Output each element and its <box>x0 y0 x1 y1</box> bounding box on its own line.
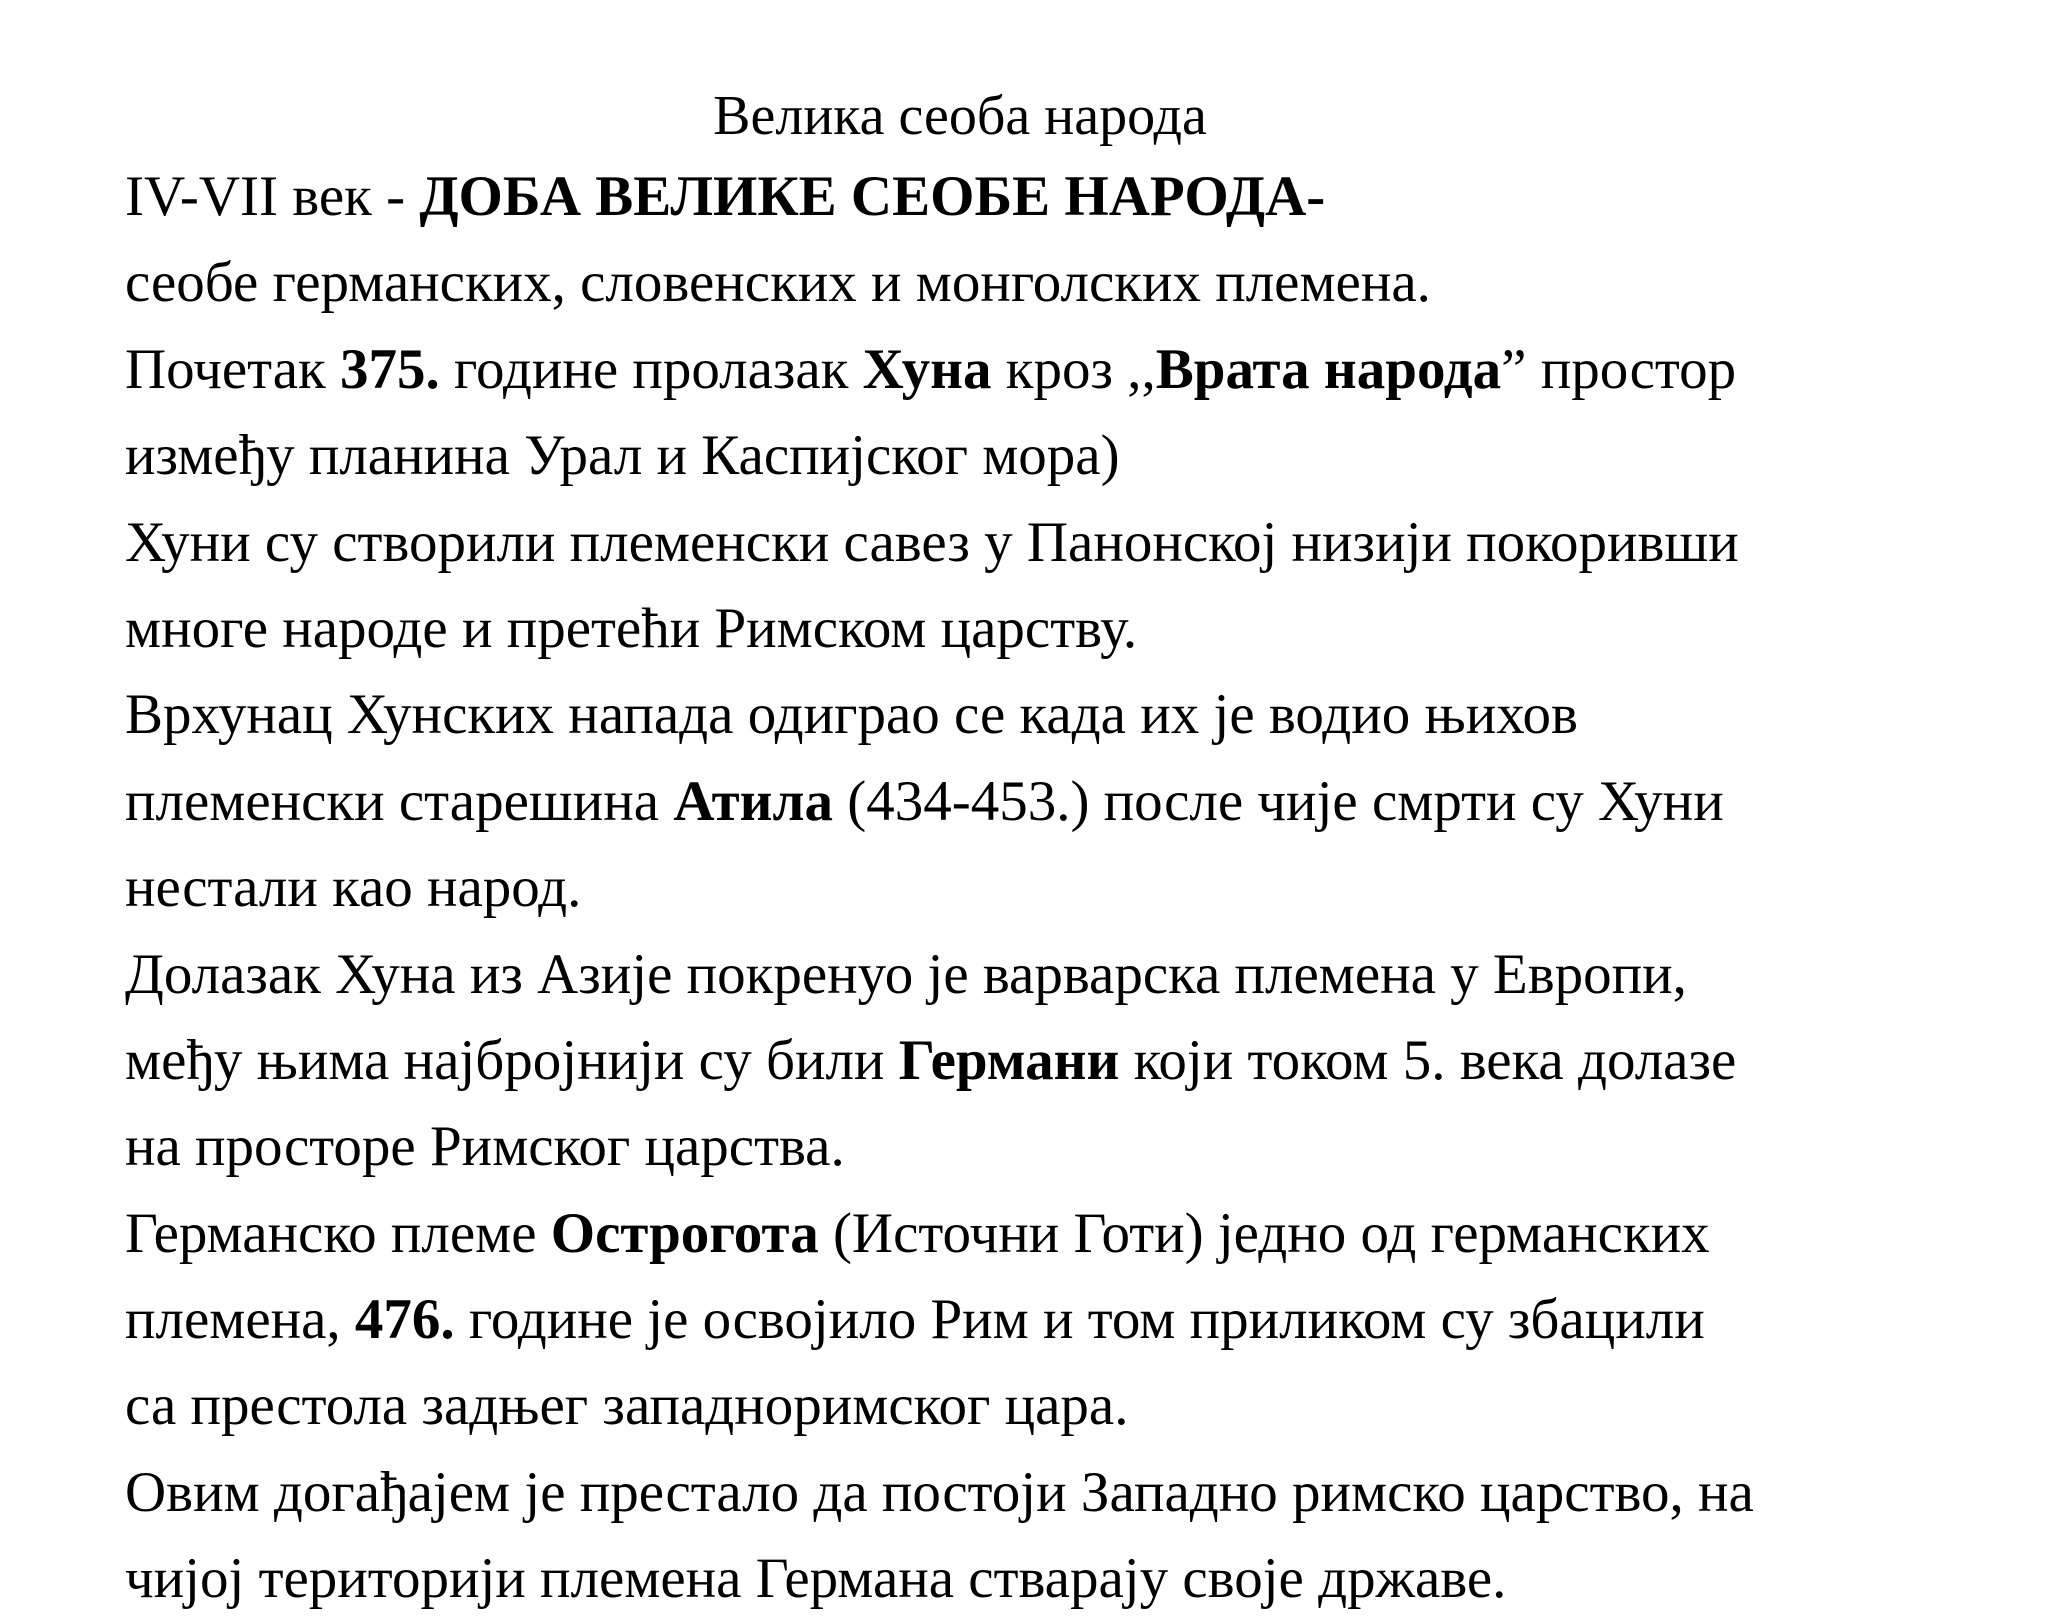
text-run: на просторе Римског царства. <box>125 1115 845 1179</box>
text-line <box>125 413 2025 499</box>
text-line <box>125 932 2025 1018</box>
text-line <box>125 1277 2025 1363</box>
text-run: године је освојило Рим и том приликом су збацили <box>454 1288 1705 1352</box>
text-run: Врхунац Хунских напада одиграо се када их је водио њихов <box>125 683 1578 747</box>
text-line <box>125 586 2025 672</box>
text-run: нестали као народ. <box>125 856 582 920</box>
text-run: многе народе и претећи Римском царству. <box>125 596 1138 660</box>
paragraph <box>125 1450 2025 1623</box>
text-run: ” простор <box>1501 337 1737 401</box>
bold-text-run: 375. <box>340 337 440 401</box>
paragraph <box>125 932 2025 1191</box>
text-line <box>125 1191 2025 1277</box>
text-run: сеобе германских, словенских и монголских племена. <box>125 251 1431 315</box>
text-line <box>125 1363 2025 1449</box>
text-line <box>125 327 2025 413</box>
bold-text-run: Острогота <box>550 1201 819 1265</box>
text-run: Германско племе <box>125 1201 551 1265</box>
text-line <box>125 1018 2025 1104</box>
text-run: који током 5. века долазе <box>1119 1028 1737 1092</box>
text-run: Долазак Хуна из Азије покренуо је варварска племена у Европи, <box>125 942 1687 1006</box>
bold-text-run: Хуна <box>862 337 992 401</box>
text-line <box>125 672 2025 758</box>
text-run: (434-453.) после чије смрти су Хуни <box>832 769 1724 833</box>
text-line <box>125 759 2025 845</box>
text-run: племенски старешина <box>125 769 674 833</box>
paragraph <box>125 1191 2025 1450</box>
text-run: године пролазак <box>439 337 863 401</box>
text-run: између планина Урал и Каспијског мора) <box>125 424 1120 488</box>
paragraph <box>125 154 2025 327</box>
paragraph <box>125 672 2025 931</box>
bold-text-run: Германи <box>898 1028 1120 1092</box>
text-line <box>125 1536 2025 1622</box>
text-line <box>125 240 2025 326</box>
text-run: Овим догађајем је престало да постоји Западно римско царство, на <box>125 1460 1754 1524</box>
text-run: чијој територији племена Германа стварају своје државе. <box>125 1547 1507 1611</box>
bold-text-run: Врата народа <box>1155 337 1502 401</box>
paragraph <box>125 500 2025 673</box>
slide-body <box>125 154 2025 1623</box>
text-line <box>125 154 2025 240</box>
text-line <box>125 1104 2025 1190</box>
text-run: Почетак <box>125 337 341 401</box>
slide-title: Велика сеоба народа <box>713 85 1207 147</box>
text-run: међу њима најбројнији су били <box>125 1028 899 1092</box>
bold-text-run: Атила <box>673 769 833 833</box>
text-run: (Источни Готи) једно од германских <box>818 1201 1710 1265</box>
bold-text-run: 476. <box>354 1288 455 1352</box>
text-run: племена, <box>125 1288 355 1352</box>
text-run: кроз ,, <box>991 337 1156 401</box>
text-line <box>125 845 2025 931</box>
text-run: IV-VII век - <box>125 165 420 228</box>
paragraph <box>125 327 2025 500</box>
text-run: Хуни су створили племенски савез у Панонској низији покоривши <box>125 510 1739 574</box>
bold-text-run: ДОБА ВЕЛИКЕ СЕОБЕ НАРОДА- <box>419 165 1326 228</box>
text-line <box>125 500 2025 586</box>
text-run: са престола задњег западноримског цара. <box>125 1374 1129 1438</box>
text-line <box>125 1450 2025 1536</box>
